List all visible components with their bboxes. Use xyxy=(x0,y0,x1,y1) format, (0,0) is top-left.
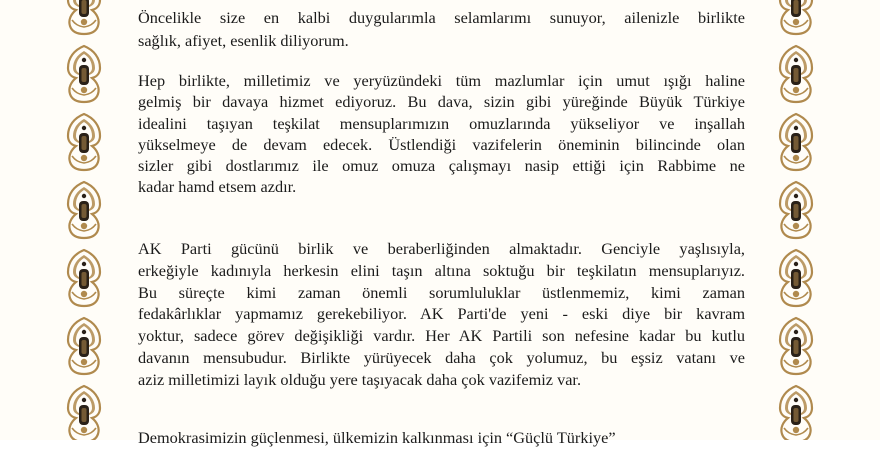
ornament-motif xyxy=(64,44,104,104)
ornament-motif xyxy=(776,316,816,376)
paragraph-1 xyxy=(138,6,745,52)
right-ornament-border xyxy=(770,0,822,440)
ornament-motif xyxy=(776,44,816,104)
paragraph-4 xyxy=(138,427,745,449)
paragraph-line: fedakârlıklar yapmamız gerekebiliyor. AK Parti'de yeni - eski diye bir kavram xyxy=(138,304,745,324)
ornament-motif xyxy=(64,316,104,376)
ornament-motif xyxy=(776,384,816,440)
paragraph-line: Demokrasimizin güçlenmesi, ülkemizin kalkınması için “Güçlü Türkiye” xyxy=(138,428,616,447)
ornament-motif xyxy=(776,248,816,308)
paragraph-line: aziz milletimizi layık olduğu yere taşıyacak daha çok vazifemiz var. xyxy=(138,369,582,389)
paragraph-line: erkeğiyle kadınıyla herkesin elini taşın altına soktuğu bir teşkilatın mensuplarıyız. xyxy=(138,260,745,280)
ornament-motif xyxy=(64,384,104,440)
paragraph-line: davanın mensubudur. Birlikte yürüyecek daha çok yolumuz, bu eşsiz vatanı ve xyxy=(138,347,745,367)
paragraph-line: kadar hamd etsem azdır. xyxy=(138,177,297,197)
paragraph-line: Hep birlikte, milletimiz ve yeryüzündeki tüm mazlumlar için umut ışığı haline xyxy=(138,71,745,90)
ornament-motif xyxy=(64,180,104,240)
ornament-motif xyxy=(64,248,104,308)
paragraph-line: AK Parti gücünü birlik ve beraberliğinden almaktadır. Genciyle yaşlısıyla, xyxy=(138,239,745,258)
ornament-motif xyxy=(776,0,816,36)
paragraph-line: idealini taşıyan teşkilat mensuplarımızın omuzlarında yükseliyor ve inşallah xyxy=(138,113,745,133)
left-ornament-border xyxy=(58,0,110,440)
paragraph-line: sizler gibi dostlarımız ile omuz omuza çalışmayı nasip ettiği için Rabbime ne xyxy=(138,156,745,176)
paragraph-2 xyxy=(138,70,745,198)
paragraph-3 xyxy=(138,238,745,391)
ornament-motif xyxy=(776,112,816,172)
ornament-motif xyxy=(776,180,816,240)
ornament-motif xyxy=(64,112,104,172)
paragraph-line: yoktur, sadece görev değişikliği vardır. Her AK Partili son nefesine kadar bu kutlu xyxy=(138,326,745,346)
paragraph-line: gelmiş bir davaya hizmet ediyoruz. Bu dava, sizin gibi yüreğinde Büyük Türkiye xyxy=(138,92,745,112)
paragraph-line: yükselmeye de devam edecek. Üstlendiği vazifelerin öneminin bilincinde olan xyxy=(138,134,745,154)
ornament-motif xyxy=(64,0,104,36)
paragraph-line: Bu süreçte kimi zaman önemli sorumluluklar üstlenmemiz, kimi zaman xyxy=(138,282,745,302)
paragraph-line: sağlık, afiyet, esenlik diliyorum. xyxy=(138,31,349,50)
paragraph-line: Öncelikle size en kalbi duygularımla selamlarımı sunuyor, ailenizle birlikte xyxy=(138,8,745,27)
